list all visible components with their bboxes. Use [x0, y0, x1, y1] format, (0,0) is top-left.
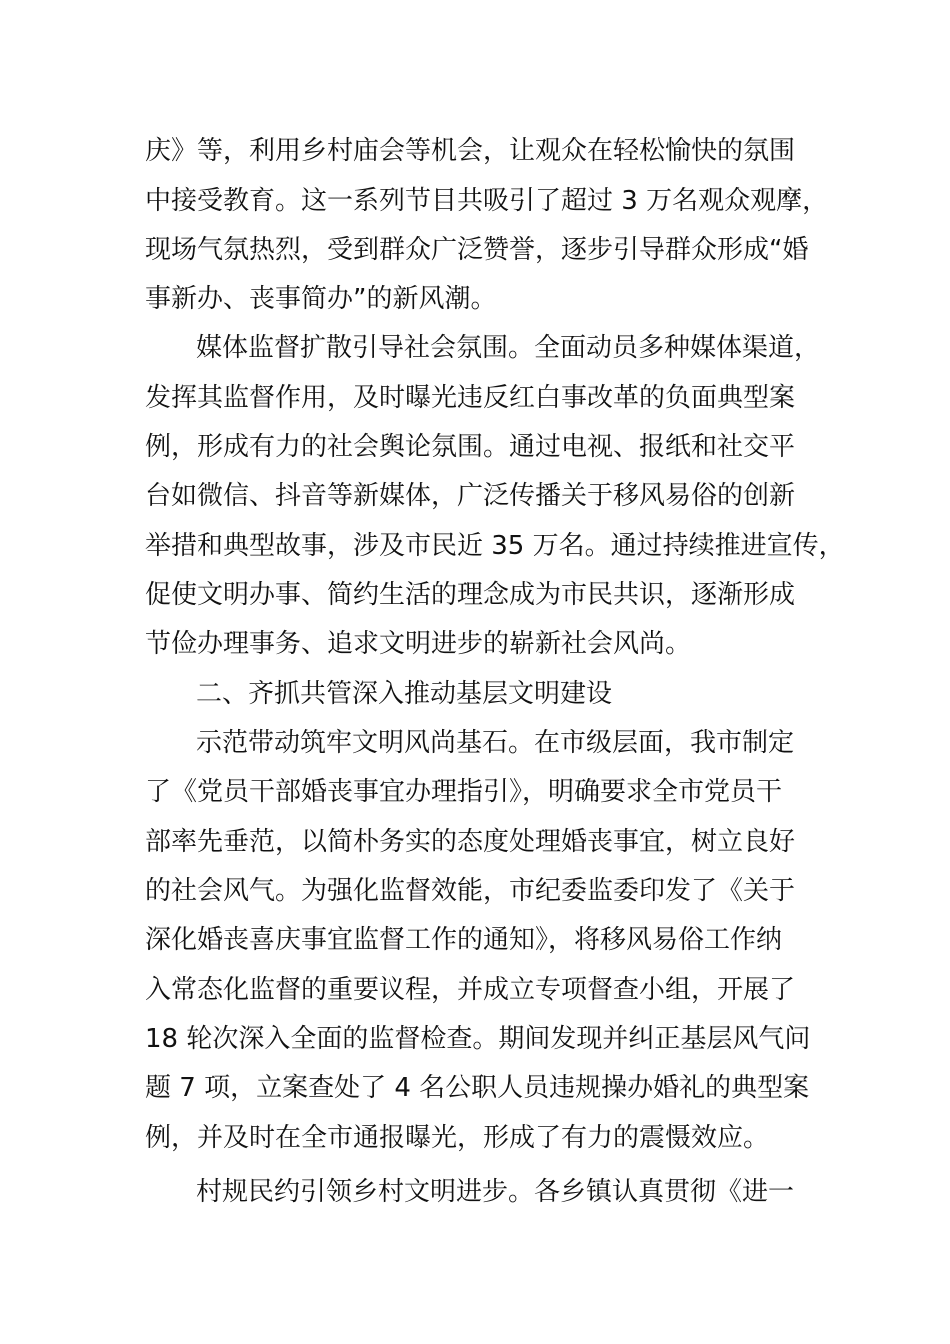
text-line: 现场气氛热烈，受到群众广泛赞誉，逐步引导群众形成“婚 [145, 235, 809, 265]
paragraph-heading-village: 村规民约引领乡村文明进步。各乡镇认真贯彻《进一 [196, 1177, 795, 1207]
text-line: 深化婚丧喜庆事宜监督工作的通知》，将移风易俗工作纳 [145, 925, 783, 955]
text-line: 促使文明办事、简约生活的理念成为市民共识，逐渐形成 [145, 580, 796, 610]
text-line: 节俭办理事务、追求文明进步的崭新社会风尚。 [145, 629, 692, 659]
text-line: 举措和典型故事，涉及市民近 35 万名。通过持续推进宣传， [145, 531, 845, 561]
text-line: 台如微信、抖音等新媒体，广泛传播关于移风易俗的创新 [145, 481, 796, 511]
text-line: 发挥其监督作用，及时曝光违反红白事改革的负面典型案 [145, 383, 796, 413]
text-line: 例，形成有力的社会舆论氛围。通过电视、报纸和社交平 [145, 432, 796, 462]
section-heading: 二、齐抓共管深入推动基层文明建设 [196, 679, 613, 709]
paragraph-heading-example: 示范带动筑牢文明风尚基石。在市级层面，我市制定 [196, 728, 795, 758]
text-line: 事新办、丧事简办”的新风潮。 [145, 284, 497, 314]
text-line: 庆》等，利用乡村庙会等机会，让观众在轻松愉快的氛围 [145, 136, 796, 166]
text-line: 的社会风气。为强化监督效能，市纪委监委印发了《关于 [145, 876, 796, 906]
text-line: 题 7 项，立案查处了 4 名公职人员违规操办婚礼的典型案 [145, 1073, 810, 1103]
text-line: 了《党员干部婚丧事宜办理指引》，明确要求全市党员干 [145, 777, 783, 807]
text-line: 中接受教育。这一系列节目共吸引了超过 3 万名观众观摩， [145, 186, 829, 216]
text-line: 例，并及时在全市通报曝光，形成了有力的震慑效应。 [145, 1123, 770, 1153]
paragraph-heading-media: 媒体监督扩散引导社会氛围。全面动员多种媒体渠道， [196, 333, 821, 363]
text-line: 入常态化监督的重要议程，并成立专项督查小组，开展了 [145, 975, 796, 1005]
text-line: 部率先垂范，以简朴务实的态度处理婚丧事宜，树立良好 [145, 827, 796, 857]
text-line: 18 轮次深入全面的监督检查。期间发现并纠正基层风气问 [145, 1024, 811, 1054]
